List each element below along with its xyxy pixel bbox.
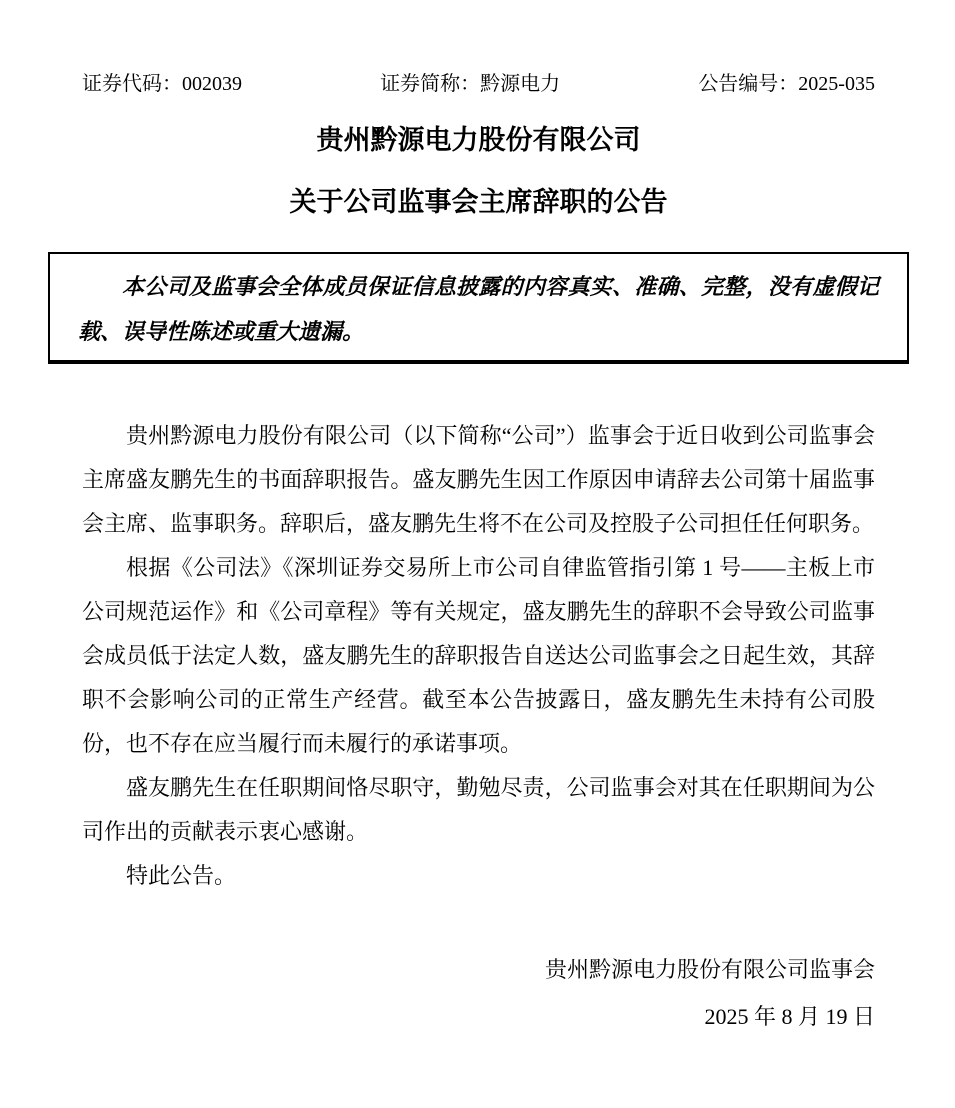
truthfulness-statement-box bbox=[48, 252, 909, 364]
signature-company: 贵州黔源电力股份有限公司监事会 bbox=[544, 957, 875, 982]
announcement-subject-title: 关于公司监事会主席辞职的公告 bbox=[289, 187, 668, 217]
stock-code: 证券代码：002039 bbox=[82, 73, 242, 95]
document-header bbox=[82, 72, 875, 96]
document-body bbox=[82, 414, 875, 898]
body-paragraph-regulations: 根据《公司法》《深圳证券交易所上市公司自律监管指引第 1 号——主板上市公司规范运作》和《公司章程》等有关规定，盛友鹏先生的辞职不会导致公司监事会成员低于法定人数，盛友鹏先生的辞职报告自送达公司监事会之日起生效，其辞职不会影响公司的正常生产经营。截至本公告披露日，盛友鹏先生未持有公司股份，也不存在应当履行而未履行的承诺事项。 bbox=[82, 555, 875, 756]
body-paragraph-resignation: 贵州黔源电力股份有限公司（以下简称“公司”）监事会于近日收到公司监事会主席盛友鹏先生的书面辞职报告。盛友鹏先生因工作原因申请辞去公司第十届监事会主席、监事职务。辞职后，盛友鹏先生将不在公司及控股子公司担任任何职务。 bbox=[82, 423, 875, 536]
signature-date: 2025 年 8 月 19 日 bbox=[704, 1004, 875, 1029]
body-paragraph-gratitude: 盛友鹏先生在任职期间恪尽职守，勤勉尽责，公司监事会对其在任职期间为公司作出的贡献表示衷心感谢。 bbox=[82, 775, 875, 844]
announcement-number: 公告编号：2025-035 bbox=[698, 73, 875, 95]
body-paragraph-closing: 特此公告。 bbox=[126, 863, 237, 888]
signature-block bbox=[82, 946, 875, 1040]
company-name-title: 贵州黔源电力股份有限公司 bbox=[316, 125, 641, 155]
stock-short-name: 证券简称：黔源电力 bbox=[380, 73, 561, 95]
truthfulness-statement-text: 本公司及监事会全体成员保证信息披露的内容真实、准确、完整，没有虚假记载、误导性陈述或重大遗漏。 bbox=[78, 274, 879, 344]
